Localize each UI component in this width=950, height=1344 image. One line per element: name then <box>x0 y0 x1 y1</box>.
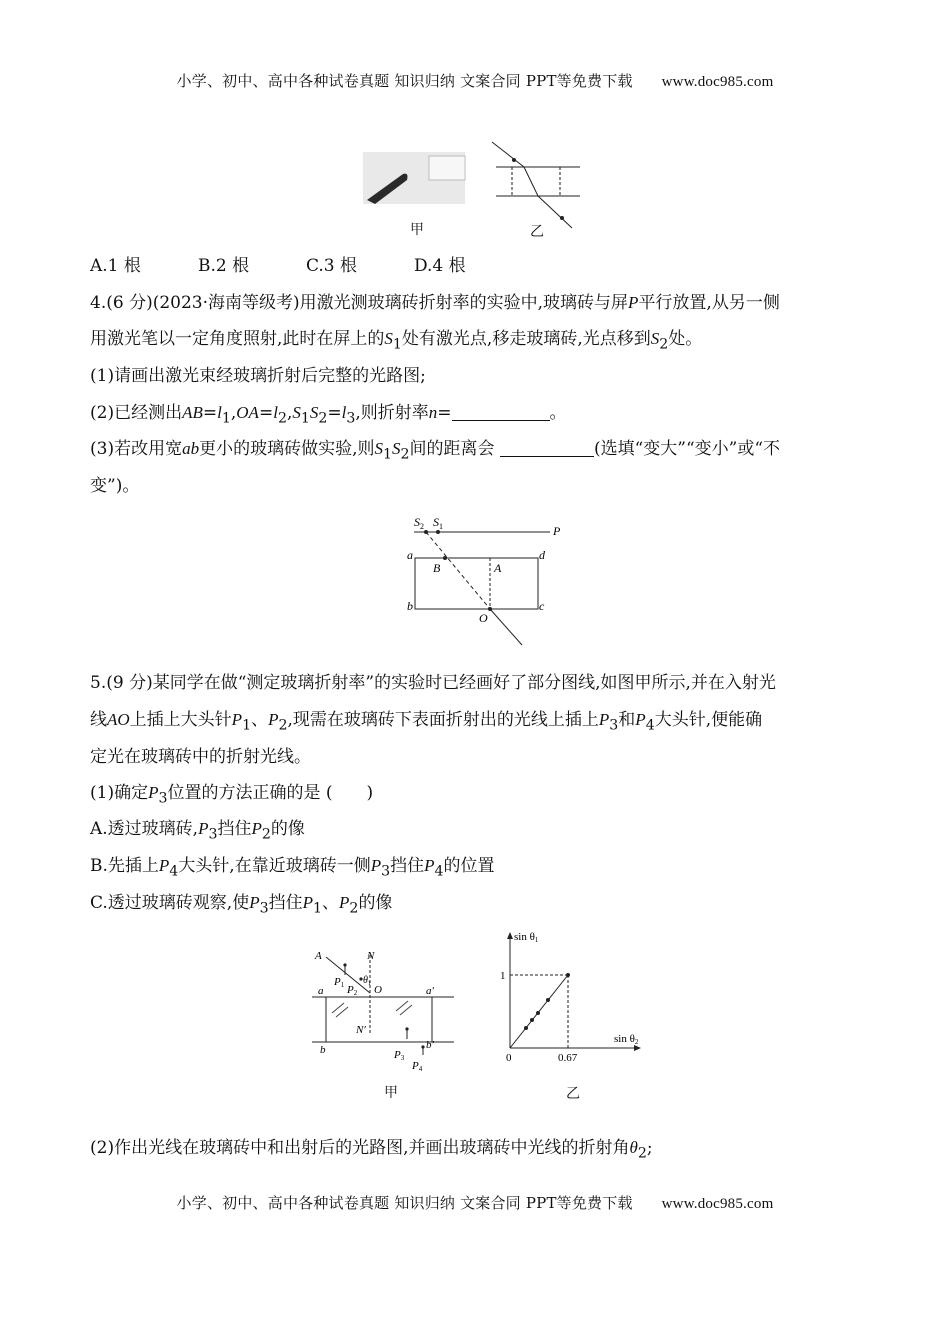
q5-sub: 1 <box>313 900 323 917</box>
q4-eq: = <box>327 403 342 423</box>
fig-label-p1: P1 <box>334 976 345 989</box>
fig-label-p3: P3 <box>394 1049 405 1062</box>
fig-label-b: b <box>320 1044 326 1056</box>
q5-fig-yi-graph <box>496 930 656 1065</box>
data-point <box>536 1011 540 1015</box>
q5-p: P <box>424 856 435 875</box>
q5-answer-paren[interactable]: ( ) <box>325 783 374 803</box>
q4-answer-blank-distance[interactable] <box>500 440 594 457</box>
q4-sub: 3 <box>346 410 356 427</box>
x-tick-067: 0.67 <box>558 1052 578 1064</box>
q4-p2-end: 。 <box>549 403 567 423</box>
q5-part2 <box>90 1137 653 1164</box>
q5-q2-a: (2)作出光线在玻璃砖中和出射后的光路图,并画出玻璃砖中光线的折射角 <box>90 1138 630 1158</box>
q4-stem-text1: 4.(6 分)(2023·海南等级考)用激光测玻璃砖折射率的实验中,玻璃砖与屏 <box>90 293 629 313</box>
q5-sub: 3 <box>381 863 391 880</box>
data-point <box>524 1026 528 1030</box>
q5-sub: 1 <box>242 717 252 734</box>
photo-glass-block <box>429 156 465 180</box>
label-o: O <box>479 611 488 625</box>
q3-option-c: C.3 根 <box>306 256 358 276</box>
q4-sub: 1 <box>221 410 231 427</box>
label-s1: $S_1$ <box>433 515 443 531</box>
q5-optc-d: 的像 <box>358 893 393 913</box>
q3-option-b: B.2 根 <box>198 256 250 276</box>
label-b-point: B <box>433 561 441 575</box>
q4-s: S <box>392 439 401 458</box>
q5-p: P <box>635 710 646 729</box>
q4-line2-c: 处。 <box>668 329 703 349</box>
q5-p: P <box>249 893 260 912</box>
q5-p: P <box>598 710 610 729</box>
q4-line2-a: 用激光笔以一定角度照射,此时在屏上的 <box>90 329 385 349</box>
q5-optb-c: 挡住 <box>390 856 425 876</box>
q5-stem-line1: 5.(9 分)某同学在做“测定玻璃折射率”的实验时已经画好了部分图线,如图甲所示,并在入射光 <box>90 673 776 693</box>
q5-p: P <box>370 856 382 875</box>
q5-fig-jia <box>312 945 462 1077</box>
q4-part2 <box>90 402 567 429</box>
q4-answer-blank-n[interactable] <box>452 404 550 421</box>
q4-oa: OA <box>236 403 259 422</box>
header-text: 小学、初中、高中各种试卷真题 知识归纳 文案合同 PPT等免费下载 <box>176 72 633 90</box>
q5-ao: AO <box>107 710 130 729</box>
q4-part1: (1)请画出激光束经玻璃折射后完整的光路图; <box>90 366 426 386</box>
q5-p: P <box>231 710 243 729</box>
q4-s: S <box>292 403 301 422</box>
q5-stem-line3: 定光在玻璃砖中的折射光线。 <box>90 747 311 767</box>
q5-opta-c: 的像 <box>270 819 305 839</box>
q5-p: P <box>268 710 279 729</box>
q4-p3-a: (3)若改用宽 <box>90 439 183 459</box>
q4-part3-end: 变”)。 <box>90 476 140 496</box>
x-axis-label: sin θ2 <box>614 1033 639 1046</box>
fig-label-n-prime: N′ <box>356 1024 366 1036</box>
label-a: a <box>407 548 413 562</box>
q4-var-s: S <box>650 329 660 348</box>
q5-optb-a: B.先插上 <box>90 856 159 876</box>
q5-fig-jia-label: 甲 <box>384 1085 398 1101</box>
q5-option-b <box>90 855 495 882</box>
q5-p: P <box>148 783 159 802</box>
q5-part1 <box>90 782 373 809</box>
q3-option-d: D.4 根 <box>414 256 466 276</box>
q5-l2-c: 、 <box>251 710 269 730</box>
q5-p: P <box>198 819 209 838</box>
q5-sub: 3 <box>609 717 619 734</box>
q5-optc-c: 、 <box>322 893 340 913</box>
q4-s: S <box>374 439 383 458</box>
q4-stem-text2: 平行放置,从另一侧 <box>638 293 780 313</box>
footer-site: www.doc985.com <box>661 1196 774 1212</box>
fig-label-a: a <box>318 985 324 997</box>
q4-stem-line1 <box>90 292 780 314</box>
fig-label-a-point: A <box>315 950 322 962</box>
footer-text: 小学、初中、高中各种试卷真题 知识归纳 文案合同 PPT等免费下载 <box>176 1194 633 1212</box>
page-footer <box>0 1192 950 1213</box>
q5-option-c <box>90 892 392 919</box>
pin-point <box>560 216 564 220</box>
fig-top-label-yi: 乙 <box>530 224 544 240</box>
q5-sub: 3 <box>208 826 218 843</box>
q3-options <box>90 255 522 277</box>
q5-sub: 3 <box>158 790 168 807</box>
origin-label: 0 <box>506 1052 512 1064</box>
q5-opta-a: A.透过玻璃砖, <box>90 819 199 839</box>
q4-sub: 2 <box>277 410 287 427</box>
q5-l2-b: 上插上大头针 <box>129 710 232 730</box>
q4-eq: = <box>258 403 274 423</box>
data-point <box>530 1018 534 1022</box>
q4-sub: 1 <box>383 446 393 463</box>
q5-p: P <box>302 893 314 912</box>
q5-l2-f: 大头针,便能确 <box>654 710 763 730</box>
fig-label-n: N <box>367 950 375 962</box>
q5-optc-a: C.透过玻璃砖观察,使 <box>90 893 250 913</box>
q5-l2-e: 和 <box>618 710 636 730</box>
fig-label-o: O <box>374 984 382 996</box>
label-a-point: A <box>494 561 502 575</box>
q4-sub: 1 <box>300 410 310 427</box>
q4-var-ab: ab <box>182 439 200 458</box>
q4-p2-b: ,则折射率 <box>355 403 429 423</box>
q4-p2-a: (2)已经测出 <box>90 403 183 423</box>
q4-sub: 2 <box>400 446 410 463</box>
fig-label-a-prime: a′ <box>426 985 434 997</box>
q5-p: P <box>339 893 350 912</box>
label-d: d <box>539 548 545 562</box>
q4-eq: = <box>202 403 218 423</box>
data-point <box>546 998 550 1002</box>
q4-line2-b: 处有激光点,移走玻璃砖,光点移到 <box>401 329 651 349</box>
fig-label-p4: P4 <box>412 1060 423 1073</box>
q5-l2-d: ,现需在玻璃砖下表面折射出的光线上插上 <box>287 710 599 730</box>
q4-comma: , <box>230 403 237 423</box>
label-c: c <box>539 599 545 613</box>
q5-sub: 2 <box>349 900 359 917</box>
fig-label-p2: P2 <box>347 984 358 997</box>
q4-glass-block-diagram <box>400 510 580 650</box>
q5-option-a <box>90 818 305 845</box>
q4-comma: , <box>286 403 293 423</box>
header-site: www.doc985.com <box>661 74 774 90</box>
q4-stem-line2 <box>90 328 702 355</box>
q4-n: n <box>428 403 438 422</box>
q4-p3-c: 间的距离会 <box>409 439 495 459</box>
q4-p3-d: (选填“变大”“变小”或“不 <box>593 439 781 459</box>
q4-sub: 2 <box>659 336 669 353</box>
data-point <box>566 973 570 977</box>
q5-sub: 4 <box>169 863 179 880</box>
q5-optc-b: 挡住 <box>268 893 303 913</box>
q4-p3-b: 更小的玻璃砖做实验,则 <box>199 439 375 459</box>
q5-stem-line2 <box>90 709 762 736</box>
q4-eq: = <box>437 403 452 423</box>
q5-sub: 4 <box>645 717 655 734</box>
q5-sub: 4 <box>434 863 444 880</box>
q5-sub: 2 <box>637 1145 647 1162</box>
y-tick-1: 1 <box>500 970 506 982</box>
q4-s: S <box>309 403 319 422</box>
fig-label-b-prime: b′ <box>426 1039 434 1051</box>
q5-optb-b: 大头针,在靠近玻璃砖一侧 <box>178 856 371 876</box>
q4-var-p: P <box>628 293 639 312</box>
q5-p: P <box>158 856 170 875</box>
q4-sub: 2 <box>318 410 328 427</box>
fig-label-theta1: $\theta_1$ <box>363 975 371 987</box>
fig-top-label-jia: 甲 <box>410 222 424 238</box>
q5-p: P <box>251 819 262 838</box>
q3-option-a: A.1 根 <box>90 256 141 276</box>
diagram-refraction-small <box>488 140 588 232</box>
q5-q1-b: 位置的方法正确的是 <box>167 783 321 803</box>
q5-q2-end: ; <box>646 1138 653 1158</box>
y-axis-label: sin θ1 <box>514 931 539 944</box>
photo-laser-glass <box>363 140 473 208</box>
q4-sub: 1 <box>392 336 402 353</box>
q5-opta-b: 挡住 <box>217 819 252 839</box>
page-header <box>0 70 950 91</box>
pin-point <box>512 158 516 162</box>
q5-sub: 2 <box>261 826 271 843</box>
q4-l: l <box>273 403 278 422</box>
q5-theta: θ <box>629 1138 638 1157</box>
q4-ab: AB <box>182 403 203 422</box>
q5-sub: 3 <box>259 900 269 917</box>
q4-part3 <box>90 438 780 465</box>
label-p: P <box>553 524 561 538</box>
q5-l2-a: 线 <box>90 710 107 730</box>
q5-fig-yi-label: 乙 <box>566 1086 580 1102</box>
q4-l: l <box>217 403 222 422</box>
q5-optb-d: 的位置 <box>443 856 495 876</box>
q5-sub: 2 <box>278 717 288 734</box>
q4-l: l <box>341 403 347 422</box>
q5-q1-a: (1)确定 <box>90 783 149 803</box>
label-s2: $S_2$ <box>414 515 424 531</box>
label-b: b <box>407 599 413 613</box>
q4-var-s: S <box>384 329 393 348</box>
